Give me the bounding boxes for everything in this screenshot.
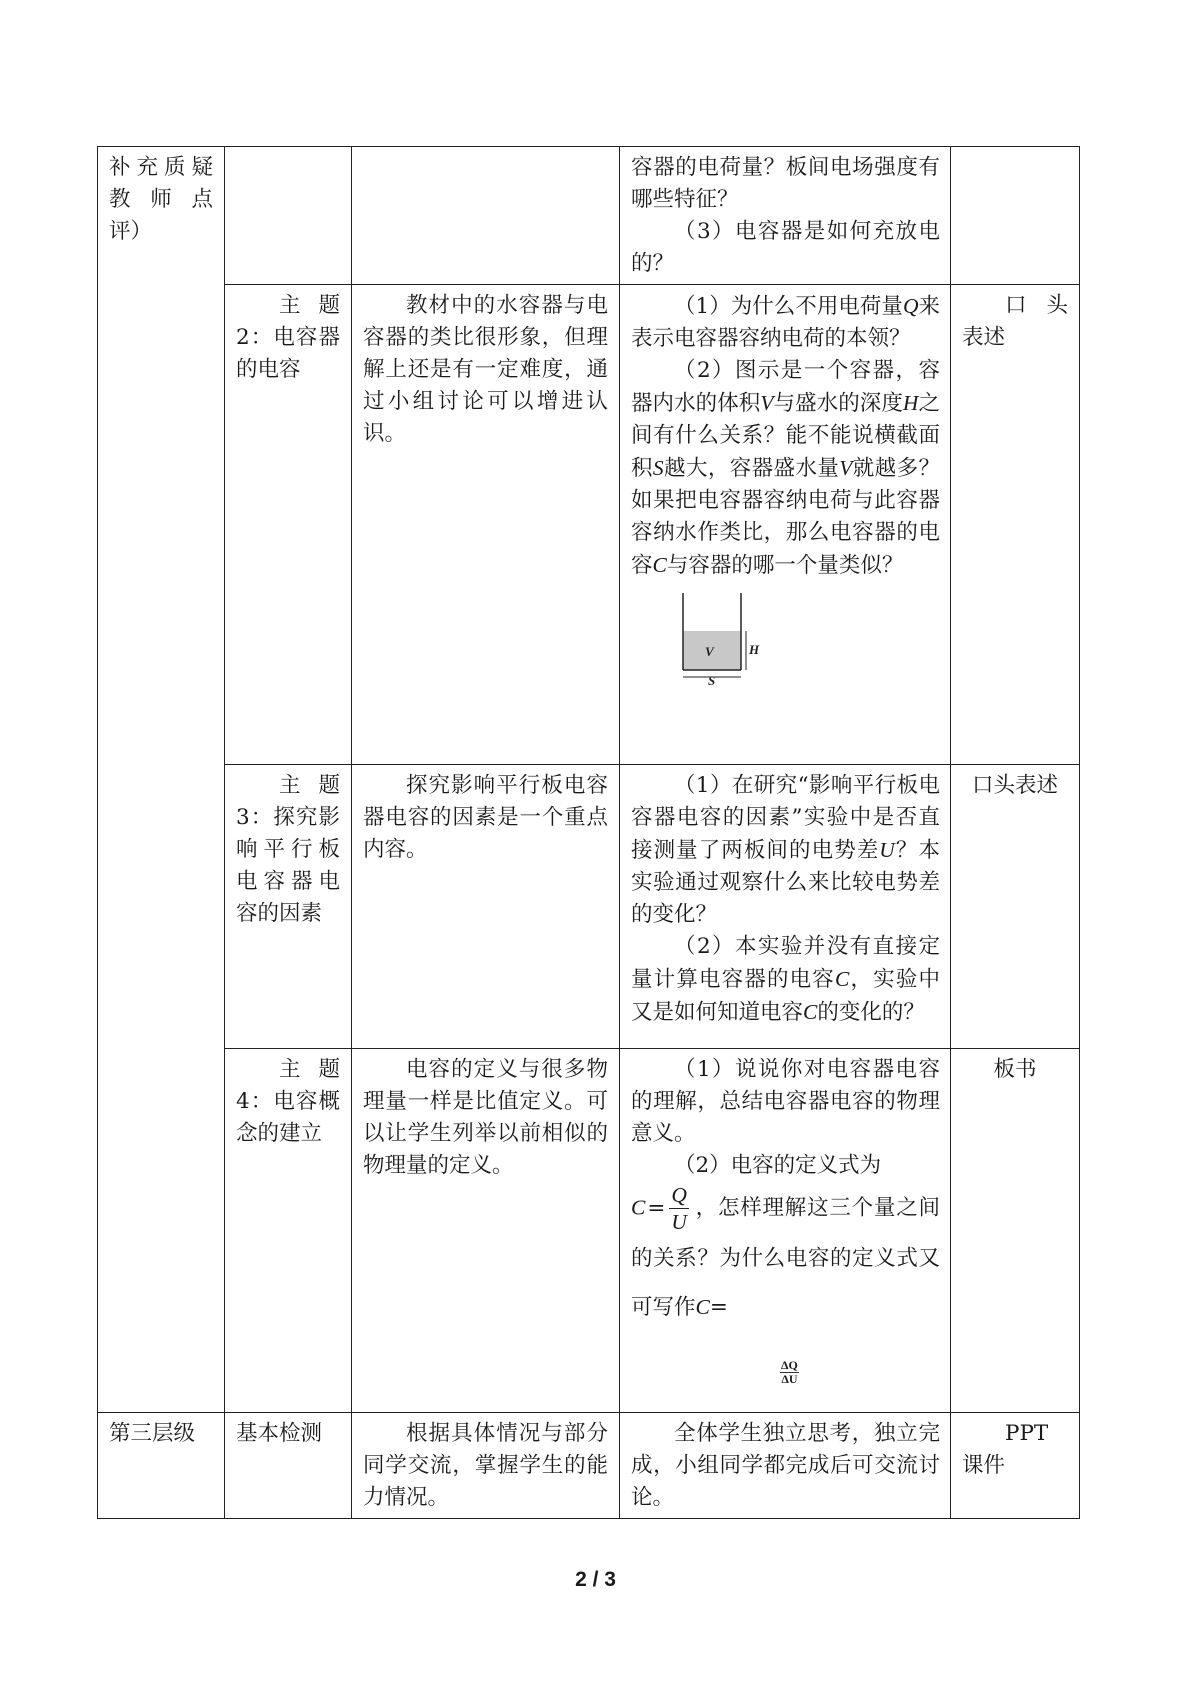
capacitance-fraction: $\frac{Q}{U}$ — [671, 1183, 687, 1234]
level-cell — [98, 147, 225, 1413]
teacher-note: 电容的定义与很多物理量一样是比值定义。可以让学生列举以前相似的物理量的定义。 — [363, 1057, 608, 1178]
method-label: 口 头表述 — [962, 293, 1068, 350]
formula-line: C= $\frac{Q}{U}$ ，怎样理解这三个量之间的关系？为什么电容的定义式又可写作C= — [631, 1183, 940, 1320]
table-row — [98, 285, 1080, 765]
topic-cell — [225, 147, 352, 285]
level-label: 补充质疑教 师 点评） — [109, 155, 213, 244]
question-text: （1）为什么不用电荷量Q来表示电容器容纳电荷的本领？ — [631, 294, 940, 351]
height-label: H — [749, 642, 760, 657]
question-text: （2）本实验并没有直接定量计算电容器的电容C，实验中又是如何知道电容C的变化的？ — [631, 934, 940, 1025]
question-cell — [620, 765, 951, 1049]
method-label: 板书 — [993, 1057, 1037, 1082]
topic-title: 主题2：电容器的电容 — [236, 293, 340, 382]
topic-cell — [225, 1049, 352, 1413]
table-row — [98, 765, 1080, 1049]
question-cell — [620, 1413, 951, 1519]
question-text: 容器的电荷量？板间电场强度有哪些特征？ — [631, 155, 940, 212]
table-row — [98, 1413, 1080, 1519]
question-text: （1）说说你对电容器电容的理解，总结电容器电容的物理意义。 — [631, 1057, 940, 1146]
lesson-plan-table — [97, 146, 1080, 1519]
question-text: （3）电容器是如何充放电的？ — [631, 219, 940, 276]
note-cell — [352, 765, 620, 1049]
topic-cell — [225, 765, 352, 1049]
area-label: S — [708, 673, 716, 688]
method-cell — [951, 1049, 1080, 1413]
table-row — [98, 147, 1080, 285]
volume-label: V — [705, 644, 714, 659]
topic-cell: 基本检测 — [225, 1413, 352, 1519]
question-text: 全体学生独立思考，独立完成，小组同学都完成后可交流讨论。 — [631, 1421, 940, 1510]
level-cell: 第三层级 — [98, 1413, 225, 1519]
topic-title: 主题3：探究影响平行板电容器电容的因素 — [236, 773, 340, 926]
teacher-note: 根据具体情况与部分同学交流，掌握学生的能力情况。 — [363, 1421, 608, 1510]
method-cell — [951, 147, 1080, 285]
note-cell — [352, 147, 620, 285]
water-container-figure — [673, 588, 773, 688]
method-label: PPT课件 — [962, 1421, 1049, 1478]
page-number: 2 / 3 — [575, 1568, 616, 1591]
topic-title: 主题4：电容概念的建立 — [236, 1057, 340, 1146]
question-cell — [620, 285, 951, 765]
question-text: （2）图示是一个容器，容器内水的体积V与盛水的深度H之间有什么关系？能不能说横截面积S越大，容器盛水量V就越多？如果把电容器容纳电荷与此容器容纳水作类比，那么电容器的电容C与容器的哪一个量类似？ — [631, 358, 940, 578]
method-cell — [951, 285, 1080, 765]
method-cell — [951, 765, 1080, 1049]
method-cell — [951, 1413, 1080, 1519]
teacher-note: 探究影响平行板电容器电容的因素是一个重点内容。 — [363, 773, 608, 862]
question-text: （2）电容的定义式为 — [674, 1153, 882, 1178]
question-text: （1）在研究“影响平行板电容器电容的因素”实验中是否直接测量了两板间的电势差U？本实验通过观察什么来比较电势差的变化？ — [631, 773, 940, 927]
question-cell — [620, 1049, 951, 1413]
question-cell — [620, 147, 951, 285]
note-cell — [352, 1413, 620, 1519]
note-cell — [352, 1049, 620, 1413]
note-cell — [352, 285, 620, 765]
delta-fraction: $\frac{\Delta Q}{\Delta U}$ — [781, 1358, 798, 1386]
table-row — [98, 1049, 1080, 1413]
teacher-note: 教材中的水容器与电容器的类比很形象，但理解上还是有一定难度，通过小组讨论可以增进认识。 — [363, 293, 608, 446]
topic-cell — [225, 285, 352, 765]
method-label: 口头表述 — [971, 773, 1058, 798]
